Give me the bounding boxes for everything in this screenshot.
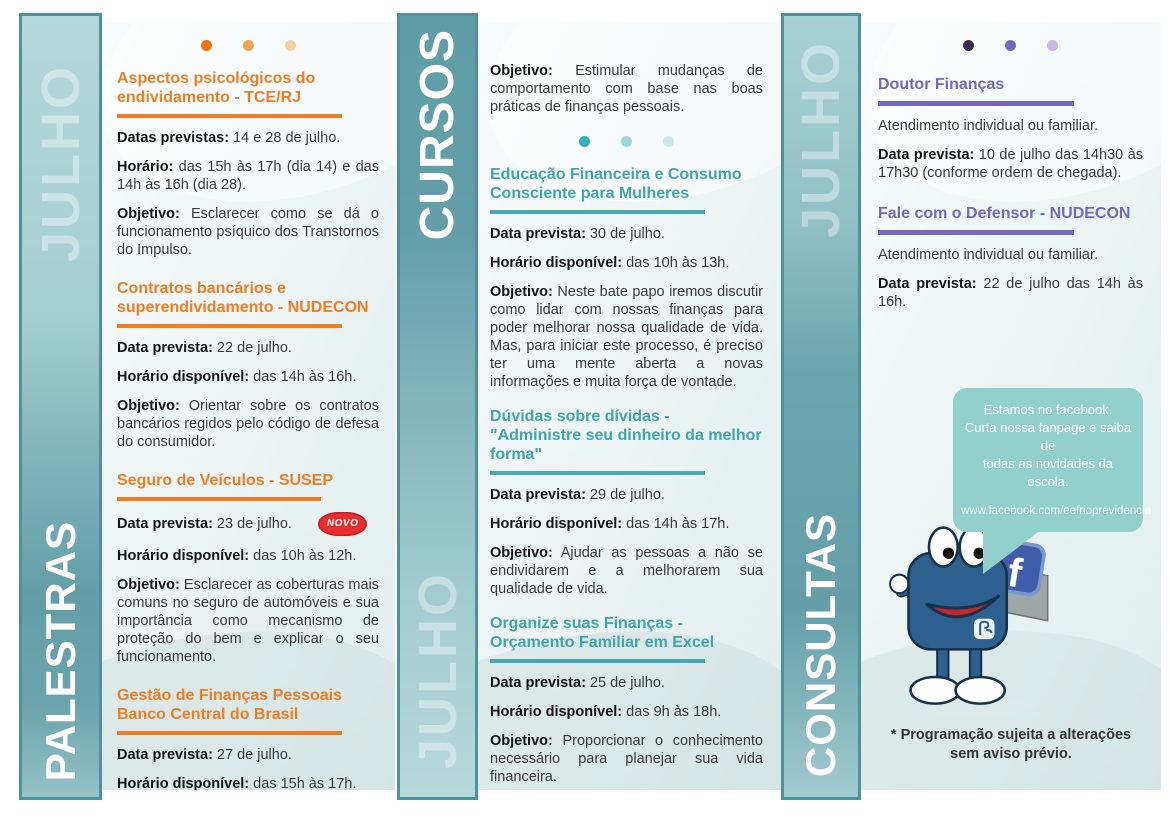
event-item (490, 614, 763, 786)
field-text: Esclarecer como se dá o funcionamento psíquico dos Transtornos do Impulso. (117, 206, 379, 258)
field-text: 25 de julho. (585, 675, 665, 691)
event-item (878, 75, 1143, 182)
title-underline (878, 230, 1074, 235)
dot-icon (963, 40, 974, 51)
field-text: Orientar sobre os contratos bancários regidos pelo código de defesa do consumidor. (117, 398, 379, 450)
field-label: Objetivo: (117, 206, 180, 222)
field-label: Horário disponível: (490, 255, 623, 271)
field-label: Horário disponível: (490, 516, 623, 532)
field-text: 10 de julho das 14h30 às 17h30 (conforme ordem de chegada). (878, 147, 1144, 181)
field-label: Objetivo: (490, 63, 553, 79)
facebook-url: www.facebook.com/eefrioprevidencia (961, 505, 1151, 517)
event-item (490, 407, 763, 598)
event-title: Educação Financeira e Consumo Consciente para Mulheres (490, 166, 742, 202)
field-text: 22 de julho das 14h às 16h. (878, 276, 1143, 310)
field-line (117, 129, 379, 147)
title-underline (878, 101, 1074, 106)
field-line (117, 339, 379, 357)
field-label: Data prevista: (490, 487, 586, 503)
field-label: Horário disponível: (117, 548, 250, 564)
mascot-shoe (956, 677, 1005, 704)
field-text: Neste bate papo iremos discutir como lidar com nossas finanças para poder melhorar nossa qualidade de vida. Mas, para iniciar este processo, é preciso ter uma mente aberta a novas informações e muita força de vontade. (490, 284, 763, 390)
field-text: 29 de julho. (585, 487, 665, 503)
field-line (117, 576, 379, 666)
section-dots-orange (117, 40, 379, 51)
field-text: Esclarecer as coberturas mais comuns no seguro de automóveis e sua importância como mecanismo de proteção do bem e explicar o seu funcionamento. (117, 577, 379, 665)
field-text: Atendimento individual ou familiar. (878, 118, 1099, 134)
field-text: Estimular mudanças de comportamento com base nas boas práticas de finanças pessoais. (490, 63, 763, 115)
consultas-panel (861, 22, 1161, 790)
field-line (117, 746, 379, 764)
mascot-eye (929, 528, 958, 567)
consultas-bar (781, 13, 861, 800)
field-text: 30 de julho. (585, 226, 665, 242)
dot-icon (285, 40, 296, 51)
field-label: Data prevista: (490, 675, 586, 691)
field-text: das 14h às 17h. (622, 516, 730, 532)
month-watermark: JULHO (30, 64, 91, 263)
field-label: Objetivo: (490, 733, 553, 749)
cursos-panel (478, 22, 781, 790)
field-line (490, 544, 763, 598)
field-line (117, 205, 379, 259)
field-label: Data prevista: (878, 276, 977, 292)
field-label: Objetivo: (117, 398, 180, 414)
field-label: Objetivo: (490, 284, 553, 300)
event-item (117, 471, 379, 666)
field-text: 14 e 28 de julho. (229, 130, 341, 146)
field-text: das 15h às 17h. (249, 776, 357, 790)
field-line (117, 397, 379, 451)
month-watermark: JULHO (791, 40, 851, 239)
bubble-line: todas as novidades da escola. (982, 456, 1114, 489)
cursos-bar (397, 13, 478, 800)
consultas-bar-label: CONSULTAS (797, 512, 844, 777)
palestras-bar-label: PALESTRAS (36, 520, 84, 781)
event-item (117, 279, 379, 451)
palestras-panel (102, 22, 395, 790)
schedule-disclaimer: * Programação sujeita a alterações sem aviso prévio. (890, 727, 1132, 762)
event-title: Organize suas Finanças - Orçamento Familiar em Excel (490, 615, 715, 651)
event-title: Dúvidas sobre dívidas - "Administre seu dinheiro da melhor forma" (490, 408, 762, 463)
field-label: Horário disponível: (117, 369, 250, 385)
field-label: Horário disponível: (117, 776, 250, 790)
title-underline (490, 659, 705, 663)
field-label: Data prevista: (490, 226, 586, 242)
field-line (878, 246, 1143, 264)
novo-badge: NOVO (318, 512, 367, 536)
facebook-speech-bubble (953, 388, 1151, 532)
event-item (490, 165, 763, 391)
title-underline (117, 324, 342, 328)
event-item (117, 686, 379, 790)
field-line (117, 775, 379, 790)
field-label: Data prevista: (878, 147, 975, 163)
field-label: Horário disponível: (490, 704, 623, 720)
event-title: Gestão de Finanças Pessoais Banco Central do Brasil (117, 687, 342, 723)
dot-icon (1047, 40, 1058, 51)
field-label: Horário: (117, 159, 174, 175)
field-label: Objetivo: (117, 577, 180, 593)
field-label: Data prevista: (117, 340, 213, 356)
field-text: Atendimento individual ou familiar. (878, 247, 1099, 263)
cursos-bar-label: CURSOS (410, 29, 464, 241)
field-line (878, 117, 1143, 135)
field-label: Objetivo: (490, 545, 553, 561)
event-item (117, 69, 379, 259)
bubble-line: Estamos no facebook. (983, 402, 1113, 417)
event-title: Aspectos psicológicos do endividamento - TCE/RJ (117, 70, 316, 106)
field-label: Datas previstas: (117, 130, 230, 146)
mascot-shoe (911, 677, 960, 704)
field-label: Data prevista: (117, 515, 213, 532)
continuation-objective (490, 62, 763, 116)
bubble-line: Curta nossa fanpage e saiba de (964, 420, 1132, 453)
field-text: das 10h às 12h. (249, 548, 357, 564)
field-text: das 15h às 17h (dia 14) e das 14h às 16h (dia 28). (117, 159, 379, 193)
field-line (490, 254, 763, 272)
field-line (490, 674, 763, 692)
event-title: Seguro de Veículos - SUSEP (117, 472, 334, 489)
field-label: Data prevista: (117, 747, 213, 763)
event-item (878, 204, 1143, 311)
field-line (490, 486, 763, 504)
event-title: Doutor Finanças (878, 76, 1005, 93)
palestras-bar (19, 13, 102, 800)
dot-icon (201, 40, 212, 51)
field-line (117, 368, 379, 386)
field-line (490, 225, 763, 243)
field-line (878, 275, 1143, 311)
section-dots-purple (878, 40, 1143, 51)
field-text: das 10h às 13h. (622, 255, 730, 271)
field-line (490, 283, 763, 391)
field-line (117, 547, 379, 565)
field-line (117, 512, 379, 536)
field-line (490, 703, 763, 721)
dot-icon (663, 136, 674, 147)
event-title: Contratos bancários e superendividamento - NUDECON (117, 280, 369, 316)
field-text: Ajudar as pessoas a não se endividarem e a melhorarem sua qualidade de vida. (490, 545, 763, 597)
field-text: 23 de julho. (212, 515, 292, 532)
title-underline (117, 731, 342, 735)
field-line (878, 146, 1143, 182)
title-underline (490, 210, 705, 214)
field-text: 22 de julho. (212, 340, 292, 356)
title-underline (117, 114, 342, 118)
dot-icon (579, 136, 590, 147)
section-dots-teal (490, 136, 763, 147)
dot-icon (621, 136, 632, 147)
field-line (490, 732, 763, 786)
title-underline (117, 497, 321, 501)
field-line (117, 158, 379, 194)
field-text: das 9h às 18h. (622, 704, 722, 720)
field-text: Proporcionar o conhecimento necessário para planejar sua vida financeira. (490, 733, 763, 785)
event-title: Fale com o Defensor - NUDECON (878, 205, 1131, 222)
month-watermark: JULHO (407, 570, 468, 769)
field-text: 27 de julho. (212, 747, 292, 763)
field-text: das 14h às 16h. (249, 369, 357, 385)
dot-icon (1005, 40, 1016, 51)
title-underline (490, 471, 705, 475)
field-line (490, 515, 763, 533)
dot-icon (243, 40, 254, 51)
